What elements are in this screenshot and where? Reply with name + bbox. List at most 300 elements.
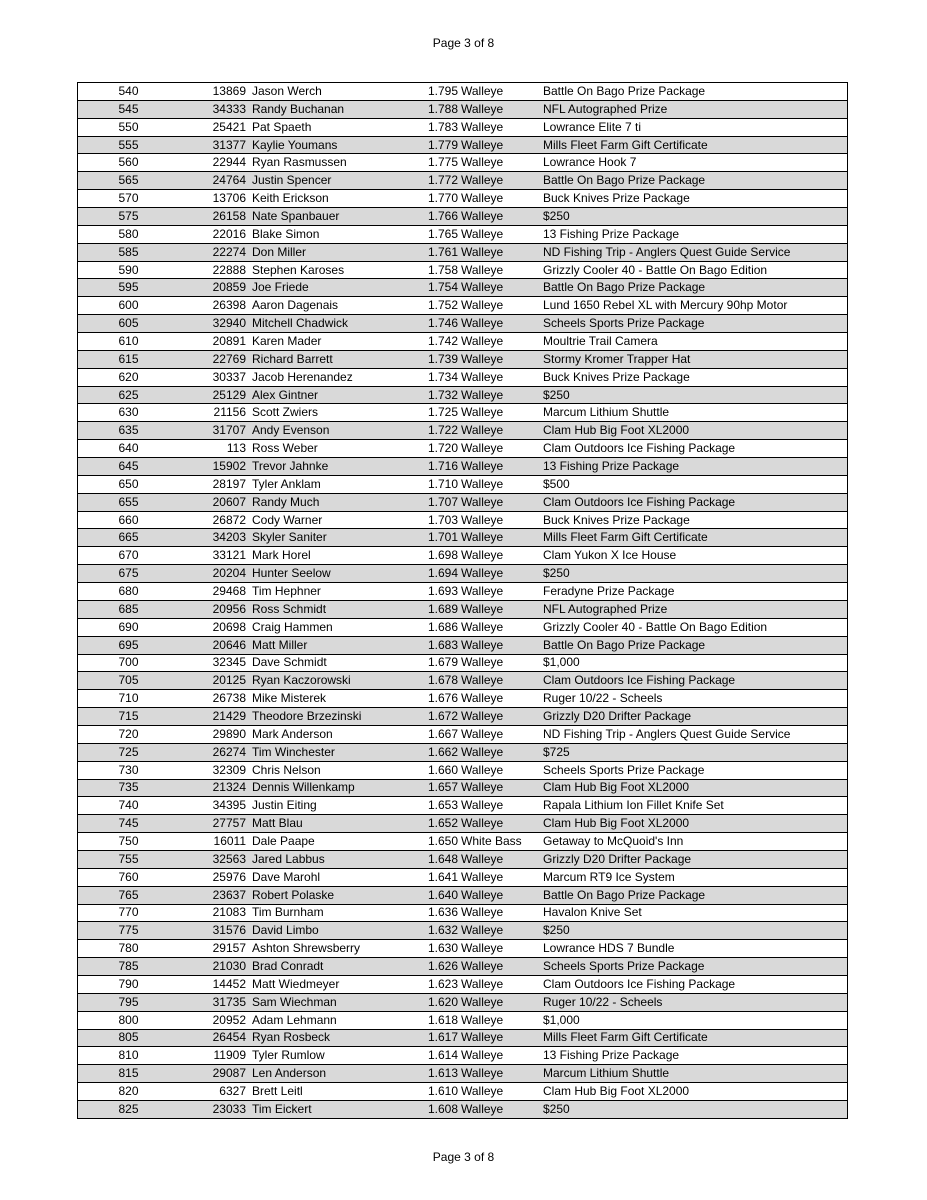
place-cell: 685: [78, 600, 180, 618]
place-cell: 745: [78, 815, 180, 833]
prize-cell: Grizzly Cooler 40 - Battle On Bago Edition: [540, 261, 848, 279]
table-row: [78, 350, 848, 368]
place-cell: 695: [78, 636, 180, 654]
angler-name-cell: Ryan Rasmussen: [249, 154, 425, 172]
tag-number-cell: 13869: [179, 83, 249, 101]
prize-cell: Mills Fleet Farm Gift Certificate: [540, 529, 848, 547]
angler-name-cell: Mitchell Chadwick: [249, 315, 425, 333]
prize-cell: Ruger 10/22 - Scheels: [540, 993, 848, 1011]
tag-number-cell: 29890: [179, 725, 249, 743]
tag-number-cell: 27757: [179, 815, 249, 833]
weight-cell: 1.630: [425, 940, 458, 958]
table-row: [78, 725, 848, 743]
species-cell: Walleye: [458, 1047, 540, 1065]
tag-number-cell: 24764: [179, 172, 249, 190]
angler-name-cell: Trevor Jahnke: [249, 458, 425, 476]
weight-cell: 1.676: [425, 690, 458, 708]
prize-cell: $500: [540, 475, 848, 493]
prize-cell: Lowrance Elite 7 ti: [540, 118, 848, 136]
angler-name-cell: Sam Wiechman: [249, 993, 425, 1011]
prize-cell: Scheels Sports Prize Package: [540, 958, 848, 976]
table-row: [78, 386, 848, 404]
prize-cell: Clam Hub Big Foot XL2000: [540, 1083, 848, 1101]
tag-number-cell: 13706: [179, 190, 249, 208]
tag-number-cell: 26398: [179, 297, 249, 315]
prize-cell: $1,000: [540, 1011, 848, 1029]
angler-name-cell: Jason Werch: [249, 83, 425, 101]
table-row: [78, 1011, 848, 1029]
place-cell: 780: [78, 940, 180, 958]
place-cell: 770: [78, 904, 180, 922]
weight-cell: 1.620: [425, 993, 458, 1011]
prize-cell: Marcum Lithium Shuttle: [540, 1065, 848, 1083]
tag-number-cell: 20859: [179, 279, 249, 297]
table-row: [78, 190, 848, 208]
angler-name-cell: Alex Gintner: [249, 386, 425, 404]
weight-cell: 1.742: [425, 333, 458, 351]
table-row: [78, 368, 848, 386]
angler-name-cell: Dale Paape: [249, 833, 425, 851]
prize-cell: Clam Hub Big Foot XL2000: [540, 422, 848, 440]
tag-number-cell: 25976: [179, 868, 249, 886]
prize-cell: 13 Fishing Prize Package: [540, 225, 848, 243]
angler-name-cell: Blake Simon: [249, 225, 425, 243]
tag-number-cell: 113: [179, 440, 249, 458]
species-cell: Walleye: [458, 83, 540, 101]
prize-cell: Lowrance HDS 7 Bundle: [540, 940, 848, 958]
species-cell: Walleye: [458, 333, 540, 351]
place-cell: 810: [78, 1047, 180, 1065]
tag-number-cell: 15902: [179, 458, 249, 476]
results-table-body: [78, 83, 848, 1119]
place-cell: 645: [78, 458, 180, 476]
species-cell: Walleye: [458, 708, 540, 726]
table-row: [78, 1029, 848, 1047]
place-cell: 600: [78, 297, 180, 315]
angler-name-cell: Tim Burnham: [249, 904, 425, 922]
angler-name-cell: Mike Misterek: [249, 690, 425, 708]
place-cell: 650: [78, 475, 180, 493]
angler-name-cell: Matt Miller: [249, 636, 425, 654]
weight-cell: 1.679: [425, 654, 458, 672]
tag-number-cell: 28197: [179, 475, 249, 493]
place-cell: 555: [78, 136, 180, 154]
place-cell: 655: [78, 493, 180, 511]
tag-number-cell: 32563: [179, 850, 249, 868]
tag-number-cell: 20891: [179, 333, 249, 351]
place-cell: 570: [78, 190, 180, 208]
weight-cell: 1.725: [425, 404, 458, 422]
weight-cell: 1.641: [425, 868, 458, 886]
place-cell: 725: [78, 743, 180, 761]
angler-name-cell: Ryan Kaczorowski: [249, 672, 425, 690]
table-row: [78, 743, 848, 761]
place-cell: 680: [78, 583, 180, 601]
prize-cell: Mills Fleet Farm Gift Certificate: [540, 136, 848, 154]
place-cell: 720: [78, 725, 180, 743]
page-number-header: Page 3 of 8: [432, 36, 495, 50]
place-cell: 735: [78, 779, 180, 797]
species-cell: Walleye: [458, 600, 540, 618]
table-row: [78, 83, 848, 101]
weight-cell: 1.716: [425, 458, 458, 476]
species-cell: Walleye: [458, 975, 540, 993]
prize-cell: Clam Hub Big Foot XL2000: [540, 779, 848, 797]
species-cell: Walleye: [458, 958, 540, 976]
place-cell: 610: [78, 333, 180, 351]
prize-cell: Lowrance Hook 7: [540, 154, 848, 172]
place-cell: 710: [78, 690, 180, 708]
tag-number-cell: 29468: [179, 583, 249, 601]
table-row: [78, 1047, 848, 1065]
tag-number-cell: 20607: [179, 493, 249, 511]
place-cell: 820: [78, 1083, 180, 1101]
weight-cell: 1.683: [425, 636, 458, 654]
species-cell: Walleye: [458, 940, 540, 958]
species-cell: Walleye: [458, 761, 540, 779]
angler-name-cell: Mark Horel: [249, 547, 425, 565]
prize-cell: Grizzly D20 Drifter Package: [540, 850, 848, 868]
place-cell: 585: [78, 243, 180, 261]
angler-name-cell: Adam Lehmann: [249, 1011, 425, 1029]
prize-cell: Moultrie Trail Camera: [540, 333, 848, 351]
place-cell: 805: [78, 1029, 180, 1047]
tag-number-cell: 20952: [179, 1011, 249, 1029]
place-cell: 760: [78, 868, 180, 886]
prize-cell: ND Fishing Trip - Anglers Quest Guide Service: [540, 243, 848, 261]
angler-name-cell: Tyler Anklam: [249, 475, 425, 493]
prize-cell: Ruger 10/22 - Scheels: [540, 690, 848, 708]
weight-cell: 1.662: [425, 743, 458, 761]
place-cell: 675: [78, 565, 180, 583]
weight-cell: 1.701: [425, 529, 458, 547]
tag-number-cell: 22016: [179, 225, 249, 243]
weight-cell: 1.734: [425, 368, 458, 386]
species-cell: Walleye: [458, 922, 540, 940]
angler-name-cell: Mark Anderson: [249, 725, 425, 743]
species-cell: Walleye: [458, 154, 540, 172]
species-cell: Walleye: [458, 815, 540, 833]
prize-cell: Buck Knives Prize Package: [540, 190, 848, 208]
weight-cell: 1.689: [425, 600, 458, 618]
weight-cell: 1.722: [425, 422, 458, 440]
prize-cell: NFL Autographed Prize: [540, 600, 848, 618]
table-row: [78, 529, 848, 547]
weight-cell: 1.667: [425, 725, 458, 743]
place-cell: 640: [78, 440, 180, 458]
angler-name-cell: Dave Schmidt: [249, 654, 425, 672]
species-cell: Walleye: [458, 297, 540, 315]
prize-cell: NFL Autographed Prize: [540, 100, 848, 118]
species-cell: Walleye: [458, 422, 540, 440]
table-row: [78, 172, 848, 190]
tag-number-cell: 33121: [179, 547, 249, 565]
place-cell: 700: [78, 654, 180, 672]
species-cell: Walleye: [458, 386, 540, 404]
place-cell: 690: [78, 618, 180, 636]
species-cell: Walleye: [458, 404, 540, 422]
tag-number-cell: 32309: [179, 761, 249, 779]
weight-cell: 1.761: [425, 243, 458, 261]
species-cell: Walleye: [458, 636, 540, 654]
tag-number-cell: 22769: [179, 350, 249, 368]
prize-cell: Marcum Lithium Shuttle: [540, 404, 848, 422]
angler-name-cell: Jacob Herenandez: [249, 368, 425, 386]
prize-cell: Rapala Lithium Ion Fillet Knife Set: [540, 797, 848, 815]
prize-cell: $250: [540, 208, 848, 226]
weight-cell: 1.788: [425, 100, 458, 118]
table-row: [78, 458, 848, 476]
prize-cell: Battle On Bago Prize Package: [540, 83, 848, 101]
tag-number-cell: 22274: [179, 243, 249, 261]
angler-name-cell: Tim Hephner: [249, 583, 425, 601]
table-row: [78, 154, 848, 172]
angler-name-cell: Brett Leitl: [249, 1083, 425, 1101]
weight-cell: 1.614: [425, 1047, 458, 1065]
weight-cell: 1.772: [425, 172, 458, 190]
species-cell: Walleye: [458, 225, 540, 243]
tag-number-cell: 34395: [179, 797, 249, 815]
place-cell: 605: [78, 315, 180, 333]
species-cell: Walleye: [458, 172, 540, 190]
weight-cell: 1.710: [425, 475, 458, 493]
table-row: [78, 797, 848, 815]
tag-number-cell: 22888: [179, 261, 249, 279]
angler-name-cell: Ashton Shrewsberry: [249, 940, 425, 958]
species-cell: Walleye: [458, 565, 540, 583]
weight-cell: 1.650: [425, 833, 458, 851]
angler-name-cell: Matt Wiedmeyer: [249, 975, 425, 993]
species-cell: Walleye: [458, 654, 540, 672]
prize-cell: Grizzly D20 Drifter Package: [540, 708, 848, 726]
table-row: [78, 708, 848, 726]
place-cell: 790: [78, 975, 180, 993]
angler-name-cell: Stephen Karoses: [249, 261, 425, 279]
table-row: [78, 850, 848, 868]
place-cell: 615: [78, 350, 180, 368]
species-cell: Walleye: [458, 1065, 540, 1083]
angler-name-cell: Robert Polaske: [249, 886, 425, 904]
weight-cell: 1.746: [425, 315, 458, 333]
angler-name-cell: Skyler Saniter: [249, 529, 425, 547]
angler-name-cell: Scott Zwiers: [249, 404, 425, 422]
place-cell: 575: [78, 208, 180, 226]
place-cell: 565: [78, 172, 180, 190]
weight-cell: 1.720: [425, 440, 458, 458]
prize-cell: Scheels Sports Prize Package: [540, 315, 848, 333]
species-cell: Walleye: [458, 993, 540, 1011]
angler-name-cell: Pat Spaeth: [249, 118, 425, 136]
prize-cell: $250: [540, 1100, 848, 1118]
prize-cell: ND Fishing Trip - Anglers Quest Guide Service: [540, 725, 848, 743]
weight-cell: 1.779: [425, 136, 458, 154]
angler-name-cell: Joe Friede: [249, 279, 425, 297]
table-row: [78, 636, 848, 654]
prize-cell: $250: [540, 565, 848, 583]
tag-number-cell: 30337: [179, 368, 249, 386]
tag-number-cell: 31707: [179, 422, 249, 440]
place-cell: 775: [78, 922, 180, 940]
angler-name-cell: Aaron Dagenais: [249, 297, 425, 315]
place-cell: 590: [78, 261, 180, 279]
species-cell: Walleye: [458, 315, 540, 333]
weight-cell: 1.640: [425, 886, 458, 904]
table-row: [78, 422, 848, 440]
angler-name-cell: Justin Spencer: [249, 172, 425, 190]
angler-name-cell: Craig Hammen: [249, 618, 425, 636]
prize-cell: 13 Fishing Prize Package: [540, 458, 848, 476]
table-row: [78, 440, 848, 458]
place-cell: 660: [78, 511, 180, 529]
prize-cell: Grizzly Cooler 40 - Battle On Bago Edition: [540, 618, 848, 636]
table-row: [78, 958, 848, 976]
angler-name-cell: Tim Winchester: [249, 743, 425, 761]
species-cell: Walleye: [458, 547, 540, 565]
prize-cell: Battle On Bago Prize Package: [540, 279, 848, 297]
species-cell: Walleye: [458, 868, 540, 886]
tag-number-cell: 29157: [179, 940, 249, 958]
weight-cell: 1.765: [425, 225, 458, 243]
tag-number-cell: 26454: [179, 1029, 249, 1047]
place-cell: 825: [78, 1100, 180, 1118]
angler-name-cell: Theodore Brzezinski: [249, 708, 425, 726]
angler-name-cell: Kaylie Youmans: [249, 136, 425, 154]
species-cell: Walleye: [458, 208, 540, 226]
tag-number-cell: 21324: [179, 779, 249, 797]
place-cell: 815: [78, 1065, 180, 1083]
weight-cell: 1.623: [425, 975, 458, 993]
angler-name-cell: Randy Buchanan: [249, 100, 425, 118]
table-row: [78, 868, 848, 886]
species-cell: Walleye: [458, 475, 540, 493]
prize-cell: 13 Fishing Prize Package: [540, 1047, 848, 1065]
angler-name-cell: Dave Marohl: [249, 868, 425, 886]
tag-number-cell: 32940: [179, 315, 249, 333]
angler-name-cell: Keith Erickson: [249, 190, 425, 208]
table-row: [78, 118, 848, 136]
place-cell: 580: [78, 225, 180, 243]
weight-cell: 1.694: [425, 565, 458, 583]
tag-number-cell: 16011: [179, 833, 249, 851]
species-cell: Walleye: [458, 1100, 540, 1118]
species-cell: Walleye: [458, 458, 540, 476]
species-cell: Walleye: [458, 279, 540, 297]
species-cell: Walleye: [458, 779, 540, 797]
prize-cell: Clam Outdoors Ice Fishing Package: [540, 440, 848, 458]
tag-number-cell: 31576: [179, 922, 249, 940]
angler-name-cell: Tyler Rumlow: [249, 1047, 425, 1065]
species-cell: Walleye: [458, 493, 540, 511]
prize-cell: Clam Outdoors Ice Fishing Package: [540, 975, 848, 993]
place-cell: 665: [78, 529, 180, 547]
prize-cell: Battle On Bago Prize Package: [540, 636, 848, 654]
weight-cell: 1.636: [425, 904, 458, 922]
tag-number-cell: 21156: [179, 404, 249, 422]
table-row: [78, 333, 848, 351]
species-cell: Walleye: [458, 190, 540, 208]
prize-cell: $1,000: [540, 654, 848, 672]
tag-number-cell: 25129: [179, 386, 249, 404]
table-row: [78, 672, 848, 690]
place-cell: 740: [78, 797, 180, 815]
weight-cell: 1.795: [425, 83, 458, 101]
place-cell: 800: [78, 1011, 180, 1029]
tag-number-cell: 23033: [179, 1100, 249, 1118]
table-row: [78, 208, 848, 226]
weight-cell: 1.770: [425, 190, 458, 208]
table-row: [78, 600, 848, 618]
weight-cell: 1.766: [425, 208, 458, 226]
weight-cell: 1.703: [425, 511, 458, 529]
prize-cell: Buck Knives Prize Package: [540, 511, 848, 529]
prize-cell: Buck Knives Prize Package: [540, 368, 848, 386]
place-cell: 545: [78, 100, 180, 118]
table-row: [78, 1065, 848, 1083]
place-cell: 635: [78, 422, 180, 440]
page-number-footer: Page 3 of 8: [432, 1150, 495, 1164]
weight-cell: 1.739: [425, 350, 458, 368]
tag-number-cell: 26872: [179, 511, 249, 529]
table-row: [78, 225, 848, 243]
weight-cell: 1.783: [425, 118, 458, 136]
tag-number-cell: 31735: [179, 993, 249, 1011]
prize-cell: Scheels Sports Prize Package: [540, 761, 848, 779]
angler-name-cell: Ross Schmidt: [249, 600, 425, 618]
weight-cell: 1.754: [425, 279, 458, 297]
species-cell: Walleye: [458, 743, 540, 761]
table-row: [78, 761, 848, 779]
angler-name-cell: Dennis Willenkamp: [249, 779, 425, 797]
table-row: [78, 904, 848, 922]
prize-cell: Clam Yukon X Ice House: [540, 547, 848, 565]
place-cell: 595: [78, 279, 180, 297]
tag-number-cell: 23637: [179, 886, 249, 904]
table-row: [78, 475, 848, 493]
place-cell: 620: [78, 368, 180, 386]
table-row: [78, 279, 848, 297]
weight-cell: 1.678: [425, 672, 458, 690]
angler-name-cell: Jared Labbus: [249, 850, 425, 868]
species-cell: Walleye: [458, 261, 540, 279]
weight-cell: 1.758: [425, 261, 458, 279]
table-row: [78, 261, 848, 279]
tag-number-cell: 20698: [179, 618, 249, 636]
table-row: [78, 940, 848, 958]
angler-name-cell: Justin Eiting: [249, 797, 425, 815]
prize-cell: Clam Hub Big Foot XL2000: [540, 815, 848, 833]
weight-cell: 1.752: [425, 297, 458, 315]
weight-cell: 1.610: [425, 1083, 458, 1101]
table-row: [78, 547, 848, 565]
tag-number-cell: 14452: [179, 975, 249, 993]
weight-cell: 1.652: [425, 815, 458, 833]
table-row: [78, 833, 848, 851]
tag-number-cell: 20204: [179, 565, 249, 583]
weight-cell: 1.660: [425, 761, 458, 779]
table-row: [78, 815, 848, 833]
prize-cell: Clam Outdoors Ice Fishing Package: [540, 672, 848, 690]
table-row: [78, 1083, 848, 1101]
angler-name-cell: Andy Evenson: [249, 422, 425, 440]
tag-number-cell: 25421: [179, 118, 249, 136]
weight-cell: 1.608: [425, 1100, 458, 1118]
place-cell: 765: [78, 886, 180, 904]
tag-number-cell: 26738: [179, 690, 249, 708]
prize-cell: Getaway to McQuoid's Inn: [540, 833, 848, 851]
angler-name-cell: Ryan Rosbeck: [249, 1029, 425, 1047]
table-row: [78, 243, 848, 261]
place-cell: 750: [78, 833, 180, 851]
